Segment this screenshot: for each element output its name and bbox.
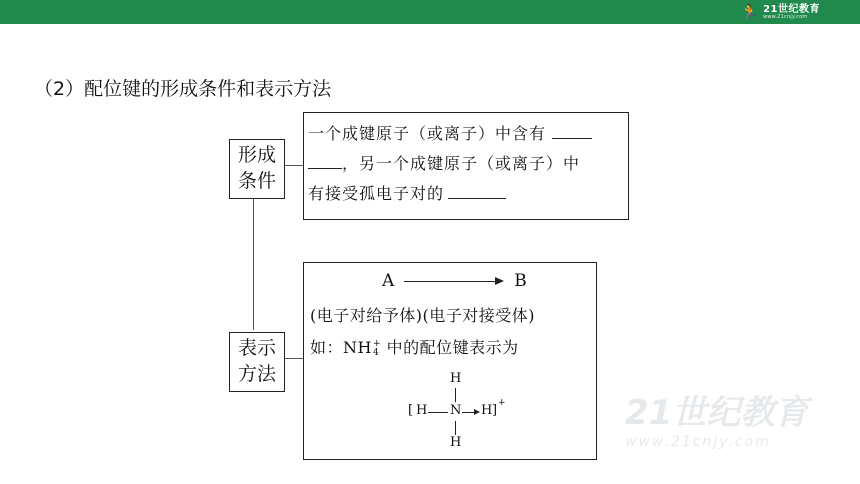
brand-logo [740,3,820,21]
formation-content-box [303,112,629,220]
struct-h-top: H [450,371,462,386]
watermark-url: www.21cnjy.com [625,434,771,450]
formation-line1: 一个成键原子（或离子）中含有 [308,124,547,143]
watermark-text: 21世纪教育 [625,393,809,433]
bond-bottom [455,421,456,435]
struct-h-left: H [416,403,428,418]
brand-name: 21世纪教育 [763,3,820,15]
struct-bracket-open: [ [408,403,414,418]
formation-label-line1: 形成 [237,144,276,166]
fill-blank-1-cont[interactable] [308,150,342,169]
struct-h-bottom: H [450,435,462,450]
representation-label-line2: 方法 [237,363,276,385]
bond-left [428,412,448,413]
donor-symbol: A [382,271,395,291]
coordinate-bond-arrowhead-icon [474,409,480,415]
coordinate-bond-line [462,412,474,413]
section-heading: （2）配位键的形成条件和表示方法 [34,78,332,100]
coordinate-bond-arrow-row [382,271,527,291]
bond-top [455,388,456,402]
example-prefix: 如：NH [310,338,372,357]
formation-label-box [229,139,285,199]
runner-icon: 🏃 [740,3,760,21]
header-bar [0,0,860,24]
ammonium-structure [408,371,528,455]
formation-line3: 有接受孤电子对的 [308,184,445,203]
brand-url: www.21cnjy.com [763,13,808,20]
fill-blank-2[interactable] [448,180,506,199]
representation-label-box [229,332,285,392]
example-suffix: 中的配位键表示为 [381,338,519,357]
formation-line2: ，另一个成键原子（或离子）中 [342,154,581,173]
struct-bracket-close: ] [492,403,498,418]
representation-content-box [303,262,597,460]
watermark [625,385,825,450]
example-charge: + [372,338,382,349]
example-subscript: 4 [372,347,380,358]
right-arrow-icon [404,275,504,287]
donor-acceptor-roles: (电子对给予体)(电子对接受体) [310,306,535,325]
formation-label-line2: 条件 [237,170,276,192]
struct-charge: + [498,398,506,408]
fill-blank-1[interactable] [552,120,592,139]
representation-label-line1: 表示 [237,337,276,359]
connector-vertical [253,196,254,330]
struct-n: N [450,403,462,418]
ammonium-example [310,335,519,358]
acceptor-symbol: B [514,271,527,291]
struct-h-right: H [481,403,493,418]
